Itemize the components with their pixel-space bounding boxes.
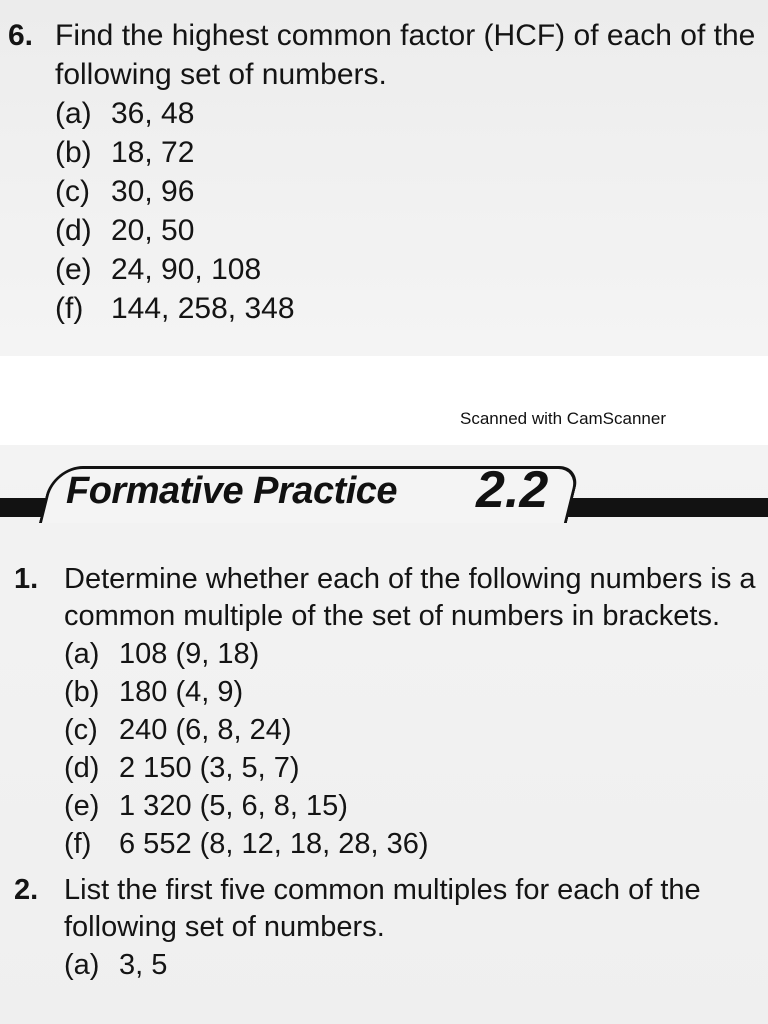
item-label: (f) xyxy=(64,828,92,860)
item-value: 24, 90, 108 xyxy=(111,253,262,286)
item-label: (d) xyxy=(55,214,92,247)
item-label: (a) xyxy=(64,949,100,981)
question-item xyxy=(55,211,758,250)
question-item xyxy=(55,133,758,172)
question-item xyxy=(55,250,758,289)
item-value: 30, 96 xyxy=(111,175,195,208)
question-item xyxy=(64,673,758,711)
question-number: 6. xyxy=(8,19,34,52)
item-value: 3, 5 xyxy=(119,949,168,981)
question-item xyxy=(55,94,758,133)
item-label: (b) xyxy=(64,676,100,708)
item-value: 1 320 (5, 6, 8, 15) xyxy=(119,790,348,822)
question-1 xyxy=(14,561,758,863)
question-item xyxy=(55,289,758,328)
banner-title: Formative Practice xyxy=(66,470,398,512)
item-value: 180 (4, 9) xyxy=(119,676,244,708)
question-item xyxy=(64,787,758,825)
question-item xyxy=(64,946,758,984)
question-item xyxy=(64,825,758,863)
item-label: (c) xyxy=(55,175,90,208)
item-label: (d) xyxy=(64,752,100,784)
item-value: 6 552 (8, 12, 18, 28, 36) xyxy=(119,828,429,860)
question-item xyxy=(64,749,758,787)
item-value: 36, 48 xyxy=(111,97,195,130)
item-value: 240 (6, 8, 24) xyxy=(119,714,292,746)
item-label: (b) xyxy=(55,136,92,169)
item-value: 144, 258, 348 xyxy=(111,292,295,325)
banner-number: 2.2 xyxy=(476,461,549,519)
scanner-watermark: Scanned with CamScanner xyxy=(460,409,667,428)
item-label: (e) xyxy=(64,790,100,822)
question-number: 1. xyxy=(14,563,39,595)
formative-practice-questions xyxy=(14,561,758,984)
question-text: Determine whether each of the following numbers is a common multiple of the set of numbers in brackets. xyxy=(64,563,756,632)
question-2 xyxy=(14,872,758,984)
question-item xyxy=(64,711,758,749)
question-item xyxy=(55,172,758,211)
item-value: 20, 50 xyxy=(111,214,195,247)
section-banner xyxy=(0,458,768,528)
item-label: (c) xyxy=(64,714,98,746)
question-number: 2. xyxy=(14,874,39,906)
question-item xyxy=(64,635,758,673)
item-value: 2 150 (3, 5, 7) xyxy=(119,752,300,784)
item-label: (e) xyxy=(55,253,92,286)
item-value: 108 (9, 18) xyxy=(119,638,260,670)
item-label: (f) xyxy=(55,292,84,325)
item-label: (a) xyxy=(64,638,100,670)
item-value: 18, 72 xyxy=(111,136,195,169)
question-6 xyxy=(8,16,758,328)
question-text: List the first five common multiples for each of the following set of numbers. xyxy=(64,874,701,943)
question-text: Find the highest common factor (HCF) of each of the following set of numbers. xyxy=(55,19,756,91)
item-label: (a) xyxy=(55,97,92,130)
